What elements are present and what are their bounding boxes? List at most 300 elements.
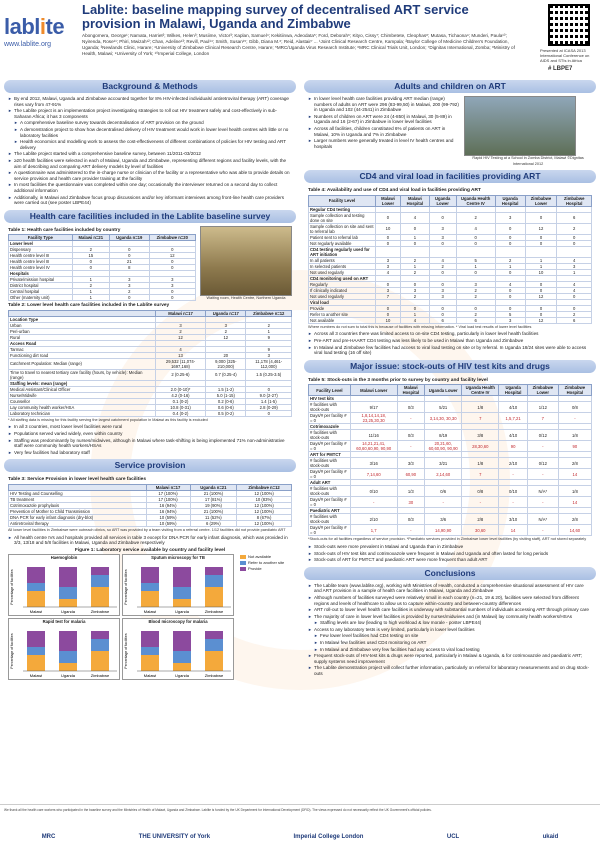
table-cell: Health centre level IV <box>9 265 73 271</box>
bullet-item: ► The Lablite team (www.lablite.org), working with Ministries of Health, conducted a comprehensive situational assessment of HIV care and ART provision in a sample of health care facilities in Malawi, Uganda and Zimbabwe <box>308 583 592 594</box>
table-cell: 0/8 <box>462 486 499 497</box>
table-cell: 0 <box>429 212 456 223</box>
legend-entry: Provide <box>240 566 296 572</box>
table-cell: 0 <box>456 305 495 311</box>
table-header-cell: Uganda Health Centre IV <box>462 385 499 396</box>
table-cell: 0 <box>525 212 557 223</box>
partner-logos <box>0 825 600 849</box>
table-cell: 0/12 <box>527 458 558 469</box>
bullet-item: ► All health centre IVs and hospitals provided all services in table 3 except for DNA PCR for early infant diagnosis, which was provided in 3/3, 13/18 and 5/8 facilities in Malawi, Uganda and Zimbabwe respectively <box>8 535 292 546</box>
chart-title: Sputum microscopy for TB <box>151 555 205 561</box>
table-cell: 0 <box>375 234 400 240</box>
table-cell <box>495 246 525 257</box>
table-cell: 0 <box>246 410 292 416</box>
table-cell: Lay community health worker/HSA <box>9 404 156 410</box>
table-header-cell: Uganda n=17 <box>206 310 246 316</box>
table-cell: 2/10 <box>499 458 528 469</box>
table-cell: 3/10 <box>499 514 528 525</box>
section-heading-adults: Adults and children on ART <box>304 80 596 93</box>
poster-title: Lablite: baseline mapping survey of decentralised ART service provision in Malawi, Uganda and Zimbabwe <box>82 2 469 31</box>
table-row <box>9 358 292 369</box>
table-cell: 1 <box>557 269 592 275</box>
table-header-cell: Malawi n=21 <box>72 235 109 241</box>
table-cell <box>429 246 456 257</box>
table-cell: 3 <box>429 223 456 234</box>
table-cell: 9.0 (2-27) <box>246 392 292 398</box>
table-cell: - <box>499 497 528 508</box>
table-cell: 5/21 <box>425 402 462 413</box>
right-column <box>304 80 596 681</box>
table-cell: 0 <box>109 247 149 253</box>
table-cell: 0 <box>557 305 592 311</box>
table-cell: 0 <box>456 269 495 275</box>
table-cell: 2 <box>72 247 109 253</box>
bar-segment <box>27 647 45 655</box>
table-cell: 0.7 (0.25-4) <box>206 369 246 380</box>
table-cell: Viral load <box>309 299 376 305</box>
table-cell: 2 <box>456 212 495 223</box>
table-cell: 20 <box>206 352 246 358</box>
table-cell: Other (maternity unit) <box>9 295 73 301</box>
bar-segment <box>173 651 191 663</box>
bullet-item: ► Pre-ART and pre-HAART CD4 testing was less likely to be used in Malawi than Uganda and Zimbabwe <box>308 338 592 344</box>
bullet-item: ► By end 2012, Malawi, Uganda and Zimbabwe accounted together for 8% HIV-infected individuals/ antiretroviral therapy (ART) coverage rises vary from 47-91% <box>8 96 292 107</box>
table-cell: 2 <box>557 311 592 317</box>
bullet-item: ► A questionnaire was administered to the in-charge nurse or clinician of the facility or a representative who was able to provide details on service provision and health care provider training at the facility <box>8 170 292 181</box>
poster-header <box>0 0 600 75</box>
table-cell: Dispensary <box>9 247 73 253</box>
table-cell: - <box>558 413 591 424</box>
table-cell: 1 <box>456 263 495 269</box>
table-cell: 3/8 <box>462 430 499 441</box>
table-header-cell: Malawi Lower <box>375 195 400 206</box>
table-cell: HIV test kits <box>309 396 351 402</box>
legend-entry: Refer to another site <box>240 560 296 566</box>
table-cell: 4 <box>401 317 430 323</box>
table-cell: 1 <box>72 277 109 283</box>
bar-segment <box>91 651 109 671</box>
table-cell: 90 <box>558 441 591 452</box>
x-tick-label: Uganda <box>174 673 190 679</box>
table-cell: 2 <box>456 293 495 299</box>
table-cell: 14,60 <box>558 525 591 536</box>
table-cell <box>456 246 495 257</box>
bullet-item: ► In most facilities the questionnaire was completed within one day; occasionally the interviewer returned on a second day to collect additional information <box>8 182 292 193</box>
lab-chart <box>122 554 234 616</box>
table-cell: 3,14,30, 30,30 <box>425 413 462 424</box>
table-cell: 1.5 (0.25-3.5) <box>246 369 292 380</box>
footer-acknowledgements: We thank all the health care workers who participated in the baseline survey and the Ministries of Health of Malawi, Uganda and Zimbabwe. Lablite is funded by the UK Department for International Development (DFID). The views expressed do not necessarily reflect the UK Government's official policies. <box>4 808 432 812</box>
table-cell: 12 (100%) <box>237 503 292 509</box>
table-header-cell: Uganda Health Centre IV <box>456 195 495 206</box>
table-cell: 2/8 <box>558 458 591 469</box>
table-cell: 3 <box>246 352 292 358</box>
table-header-cell: Malawi n=17 <box>155 310 205 316</box>
table-cell: 0/10 <box>499 486 528 497</box>
table-cell: 0 <box>429 311 456 317</box>
table-cell: Sample collection and testing done on site <box>309 212 376 223</box>
bar-segment <box>27 591 45 607</box>
table-cell: 4 <box>375 269 400 275</box>
table-cell: 2 <box>557 223 592 234</box>
bar-segment <box>205 587 223 607</box>
table-cell: # facilities with stock-outs <box>309 430 351 441</box>
bar-segment <box>141 591 159 607</box>
table-cell: 3 <box>456 281 495 287</box>
table-cell: 0 <box>525 240 557 246</box>
table-cell: 0 <box>375 212 400 223</box>
legend-swatch <box>240 561 246 565</box>
bar-segment <box>59 663 77 671</box>
bullet-item: ► Across all 3 countries there was limited access to on-site CD4 testing, particularly in lower level health facilities <box>308 331 592 337</box>
table-cell: 2 <box>401 257 430 263</box>
table-cell: If clinically indicated <box>309 287 376 293</box>
table-cell: 1/8 <box>558 486 591 497</box>
x-tick-label: Zimbabwe <box>204 673 224 679</box>
partner-logo: Imperial College London <box>293 834 364 840</box>
bullet-item: ► Larger numbers were generally treated in level IV health centres and hospitals <box>308 138 460 149</box>
cd4-box <box>304 183 596 360</box>
bar-segment <box>59 631 77 651</box>
bullet-item: ► The Lablite project is an implementation project investigating strategies to roll out HIV treatment safely and cost-effectively in sub-Saharan Africa; it has 3 components <box>8 108 292 119</box>
poster-footer <box>0 804 600 849</box>
conclusions-box <box>304 580 596 681</box>
adults-box <box>304 93 596 170</box>
table5 <box>308 384 592 536</box>
table-cell: 21 (100%) <box>190 509 237 515</box>
table-cell: 0 <box>429 240 456 246</box>
table-cell: 9 <box>246 346 292 352</box>
table-cell: 2 <box>401 269 430 275</box>
table-cell: 0 <box>525 234 557 240</box>
table-cell: 0 <box>495 234 525 240</box>
table-cell: 12 <box>206 334 246 340</box>
table-cell: 2/8 <box>558 514 591 525</box>
table-cell: 0/8 <box>558 402 591 413</box>
table-cell: - <box>397 441 425 452</box>
table-cell: 3 <box>375 257 400 263</box>
table-cell: 3 <box>155 322 205 328</box>
bullet-item: ► Staffing was predominantly by nurses/midwives, although in Malawi where task-shifting is being implemented 71% non-administrative staff were community health workers/HSAs <box>8 438 292 449</box>
table-cell: 0 <box>149 295 195 301</box>
table-cell: 14,21,21,41, 60,60,60,90, 90,90 <box>350 441 397 452</box>
table-row <box>309 441 592 452</box>
table-cell: 4/10 <box>499 430 528 441</box>
table-cell: Days/# per facility # = 0 <box>309 525 351 536</box>
bullet-item: ► A comprehensive baseline survey towards decentralisation of ART provision on the ground <box>8 120 292 126</box>
bar-segment <box>59 587 77 599</box>
bar-segment <box>91 575 109 587</box>
table-cell: District hospital <box>9 283 73 289</box>
table-cell: 21 (100%) <box>190 491 237 497</box>
table-cell: Days/# per facility # = 0 <box>309 413 351 424</box>
table3-caption: Table 3: Service Provision in lower level health care facilities <box>8 477 147 483</box>
table-cell: 0 <box>246 386 292 392</box>
bar-segment <box>27 567 45 583</box>
table-cell: 3/16 <box>350 458 397 469</box>
table-cell: 2 <box>495 257 525 263</box>
table-cell: 14 <box>558 469 591 480</box>
table-cell: 1.4 (1-5) <box>246 398 292 404</box>
bar-segment <box>91 631 109 639</box>
table-cell: 12 (100%) <box>237 509 292 515</box>
section-heading-background: Background & Methods <box>4 80 296 93</box>
table-cell: 0.4 (0-2) <box>155 410 205 416</box>
table-cell: - <box>527 469 558 480</box>
table-cell: 30,60 <box>462 525 499 536</box>
table-cell: - <box>527 525 558 536</box>
table-cell: 4 <box>495 281 525 287</box>
table-cell: 16 (94%) <box>146 503 190 509</box>
x-tick-label: Zimbabwe <box>204 609 224 615</box>
table2-caption: Table 2: Lower level health care facilities included in the Lablite survey <box>8 303 170 309</box>
table-header-cell: Malawi Hospital <box>401 195 430 206</box>
bullet-item: ► The majority of care in lower level facilities is provided by nurses/midwives and (in Malawi) lay community health workers/HSAs <box>308 614 592 620</box>
table-cell: 0.2 (0-6) <box>206 398 246 404</box>
y-axis-label: Percentage of facilities <box>124 633 128 670</box>
chart-title: Blood microscopy for malaria <box>148 619 208 625</box>
table-cell: 6 <box>557 212 592 223</box>
table-cell: Antiretroviral therapy <box>9 521 147 527</box>
table-cell: 14 <box>558 497 591 508</box>
table-cell: 0 <box>375 305 400 311</box>
service-box <box>4 472 296 683</box>
bullet-item: ► The Lablite demonstration project will collect further information, particularly on referral for laboratory measurements and on drug stock-outs <box>308 665 592 676</box>
bar-segment <box>173 567 191 587</box>
table-cell: 11,178 (4,461-112,000) <box>246 358 292 369</box>
table-cell: 7 <box>375 293 400 299</box>
table-cell: 0 <box>525 281 557 287</box>
table-cell: 0 <box>375 281 400 287</box>
x-tick-label: Uganda <box>60 673 76 679</box>
table-cell: 10 <box>375 223 400 234</box>
table-cell: 0/12 <box>527 430 558 441</box>
table-cell: 10 <box>525 269 557 275</box>
bullet-item: ► Although numbers of facilities surveyed were relatively small in each country (n=21, 19 & 20), facilities were selected from different regions and levels of healthcare to allow us to capture within-country and between-country differences <box>308 595 592 606</box>
stockouts-box <box>304 373 596 567</box>
table-cell: 0 <box>375 311 400 317</box>
table-cell: 0 <box>72 259 109 265</box>
table-cell: 29,532 (11,074-1697,168) <box>155 358 205 369</box>
table-cell: 12 <box>525 223 557 234</box>
chart-plot <box>9 625 121 679</box>
table-cell: 0 <box>525 305 557 311</box>
table-cell: 2/10 <box>350 514 397 525</box>
table-cell: 17 (81%) <box>190 497 237 503</box>
chart-title: Haemoglobin <box>50 555 78 561</box>
table-cell: 4 <box>401 212 430 223</box>
section-heading-service: Service provision <box>4 459 296 472</box>
table-cell: 11/16 <box>350 430 397 441</box>
stockouts-bullets <box>308 544 592 563</box>
lablite-logo: lablite www.lablite.org <box>4 14 72 48</box>
table-row <box>9 521 292 527</box>
table-cell: Medical Assistant/Clinical Officer <box>9 386 156 392</box>
table-cell: 0 <box>149 247 195 253</box>
table-cell: 3 <box>401 287 430 293</box>
table-cell: Refer to another site <box>309 311 376 317</box>
table-cell: 12 (100%) <box>237 521 292 527</box>
qr-caption: Presented at ICASA 2013 International Conference on AIDS and STIs in Africa <box>540 48 590 63</box>
photo-caption: Waiting room, Health Centre, Northern Uganda <box>206 295 286 300</box>
table4 <box>308 195 592 324</box>
table-cell: Laboratory technician <box>9 410 156 416</box>
table-cell: Hospitals <box>9 271 73 277</box>
table-cell: 1 <box>401 234 430 240</box>
table-row <box>309 514 592 525</box>
table-cell: Staffing levels: mean (range) <box>9 380 156 386</box>
table-cell: 0 <box>109 253 149 259</box>
table-header-cell: Uganda Lower <box>425 385 462 396</box>
table-header-cell: Zimbabwe Hospital <box>557 195 592 206</box>
x-tick-label: Malawi <box>29 673 43 679</box>
table-cell: Catchment Population: Median (range) <box>9 358 156 369</box>
bullet-item: ► Numbers of children on ART were 24 (4-850) in Malawi, 30 (5-89) in Uganda and 16 (2-67) in Zimbabwe in lower level facilities <box>308 114 460 125</box>
table-cell: 0 <box>401 305 430 311</box>
table-cell: Cotrimoxazole <box>309 424 351 430</box>
table-cell: 2 <box>155 328 205 334</box>
x-tick-label: Uganda <box>60 609 76 615</box>
table-cell: 9,000 (325-210,000) <box>206 358 246 369</box>
bar-segment <box>205 575 223 587</box>
table-cell: Sample collection on site and sent to referral lab <box>310 223 374 234</box>
table-cell: 0 <box>149 289 195 295</box>
table-cell: 1 <box>72 295 109 301</box>
table1-caption: Table 1: Health care facilities included by country <box>8 227 121 233</box>
table-cell: 3 <box>149 283 195 289</box>
table-cell: Nurse/Midwife <box>9 392 156 398</box>
bar-segment <box>173 587 191 599</box>
table-header-cell: Uganda n=21 <box>190 485 237 491</box>
table-cell: 0 <box>429 305 456 311</box>
legend-entry: Not available <box>240 554 296 560</box>
table-cell: 4 <box>557 257 592 263</box>
table-cell: 2 <box>456 311 495 317</box>
table-cell: 0 <box>456 234 495 240</box>
background-bullets <box>8 96 292 206</box>
table-cell: 28,30,60 <box>462 441 499 452</box>
table-cell: 0 <box>429 281 456 287</box>
table-cell: Private/mission hospital <box>9 277 73 283</box>
bullet-item: ► ≥20 health facilities were selected in each of Malawi, Uganda and Zimbabwe, representing different regions and facility levels, with the aim of describing and comparing ART delivery models by level of facilities <box>8 158 292 169</box>
facilities-bullets <box>8 424 292 455</box>
y-axis-label: Percentage of facilities <box>124 569 128 606</box>
table-cell: 3 <box>495 212 525 223</box>
table-cell: 2 <box>206 328 246 334</box>
service-bullets <box>8 535 292 546</box>
table-cell: 0/6 <box>425 486 462 497</box>
logo-url[interactable]: www.lablite.org <box>4 41 52 48</box>
x-tick-label: Zimbabwe <box>90 673 110 679</box>
table-header-cell: Zimbabwe n=12 <box>246 310 292 316</box>
table-cell: 6 <box>557 317 592 323</box>
x-tick-label: Zimbabwe <box>90 609 110 615</box>
facilities-box <box>4 223 296 460</box>
table-cell: CD4 monitoring used on ART <box>309 275 376 281</box>
table-cell: 0 <box>557 234 592 240</box>
table-header-cell: Zimbabwe Lower <box>525 195 557 206</box>
bar-segment <box>141 583 159 591</box>
lab-chart <box>8 554 120 616</box>
table-cell: Patient sent to referral lab <box>309 234 376 240</box>
table-cell: 4 <box>429 257 456 263</box>
table-cell: 8 <box>109 265 149 271</box>
left-column <box>4 80 296 683</box>
table2-note: * All staffing data is missing for this facility serving the largest catchment population in Malawi as this facility is excluded <box>8 417 208 422</box>
section-heading-stockouts: Major issue: stock-outs of HIV test kits and drugs <box>304 360 596 373</box>
y-axis-label: Percentage of facilities <box>10 633 14 670</box>
waiting-room-photo <box>200 226 292 296</box>
table-cell: Functioning dirt road <box>9 352 156 358</box>
qr-code[interactable] <box>548 4 590 46</box>
table-cell: 0 <box>149 265 195 271</box>
author-list: Abongomera, George¹; Namata, Harriet²; Wilkes, Helen³; Musiime, Victor³; Kaplan, Samuel⁴; Kekitiinwa, Adeodata⁵; Ford, Deborah⁶; Kityo, Cissy⁷; Chimbetete, Cleophas⁸; Mutasa, Tichaona⁹; Munderi, Paula¹⁰; Nyirenda, Rose¹¹; Phiri, Mwizah¹²; Chan, Adeline¹³; Revill, Paul¹⁴; Smith, Susan¹⁵; Gibb, Diana M.⁶; Reid, Alastair⁷ ... ¹Joint Clinical Research Centre, Kampala; ²Baylor College of Medicine Children's Foundation, Uganda; ³Newlands Clinic, Harare; ⁴University of Zimbabwe Clinical Research Centre, Harare; ⁵MRC/Uganda Virus Research Institute; ⁶MRC Clinical Trials Unit, London; ⁷Dignitas International, Zomba; ⁸Ministry of Health, Malawi; ⁹University of York; ¹⁰Imperial College, London <box>82 33 515 56</box>
table-cell: 0 <box>401 240 430 246</box>
bar-segment <box>141 655 159 671</box>
table-row <box>309 525 592 536</box>
lab-chart <box>122 618 234 680</box>
table-cell: 3 <box>109 283 149 289</box>
legend-swatch <box>240 567 246 571</box>
figure1-legend <box>240 554 296 572</box>
table-row <box>9 295 196 301</box>
table-row <box>309 497 592 508</box>
table-row <box>309 469 592 480</box>
table-cell: 11 (52%) <box>190 515 237 521</box>
table-cell: 1/8 <box>462 402 499 413</box>
table-header-cell: Uganda n=19 <box>109 235 149 241</box>
table1 <box>8 234 196 301</box>
table-cell: - <box>397 413 425 424</box>
table-row <box>309 317 592 323</box>
table-cell: 12 <box>155 334 205 340</box>
table-cell: 10 <box>375 317 400 323</box>
x-tick-label: Malawi <box>143 673 157 679</box>
table-cell: 0 <box>495 293 525 299</box>
table-cell: Not available <box>309 317 376 323</box>
table-cell: 7 <box>462 469 499 480</box>
bullet-item: ► Access to any laboratory tests is very limited, particularly in lower level facilities <box>308 627 592 633</box>
table-cell: 3 <box>109 277 149 283</box>
table-cell: 12 <box>525 293 557 299</box>
table-row <box>309 223 592 234</box>
table-cell: - <box>527 497 558 508</box>
table-cell: 0 <box>72 265 109 271</box>
table-cell: 7 <box>462 413 499 424</box>
figure1-charts <box>8 554 292 680</box>
table-row <box>309 486 592 497</box>
table-cell: 5 <box>495 311 525 317</box>
table-header-cell: Uganda Lower <box>429 195 456 206</box>
table-cell: N/A* <box>527 486 558 497</box>
cd4-bullets <box>308 331 592 355</box>
bullet-item: ► Very few facilities had laboratory staff <box>8 450 292 456</box>
table-cell: 2 <box>109 289 149 295</box>
table-cell: Adult ART <box>309 480 351 486</box>
table-cell: Days/# per facility # = 0 <box>309 497 351 508</box>
table-cell: 1.5 (1-2) <box>206 386 246 392</box>
bar-segment <box>59 599 77 607</box>
table-cell: 0.1 (0-2) <box>155 398 205 404</box>
table-cell: 3 <box>429 293 456 299</box>
bullet-item: ► In Malawi and Zimbabwe few facilities had access to viral load testing on site or by referral. In Uganda 18/24 sites were able to access viral load testing (16 off site) <box>308 345 592 356</box>
table-cell: 1 <box>246 328 292 334</box>
table-cell: 0 <box>456 240 495 246</box>
table-cell: 0 <box>495 269 525 275</box>
partner-logo: THE UNIVERSITY of York <box>138 834 211 840</box>
table-cell: 8/19 <box>425 430 462 441</box>
table-cell: 16 (94%) <box>146 509 190 515</box>
